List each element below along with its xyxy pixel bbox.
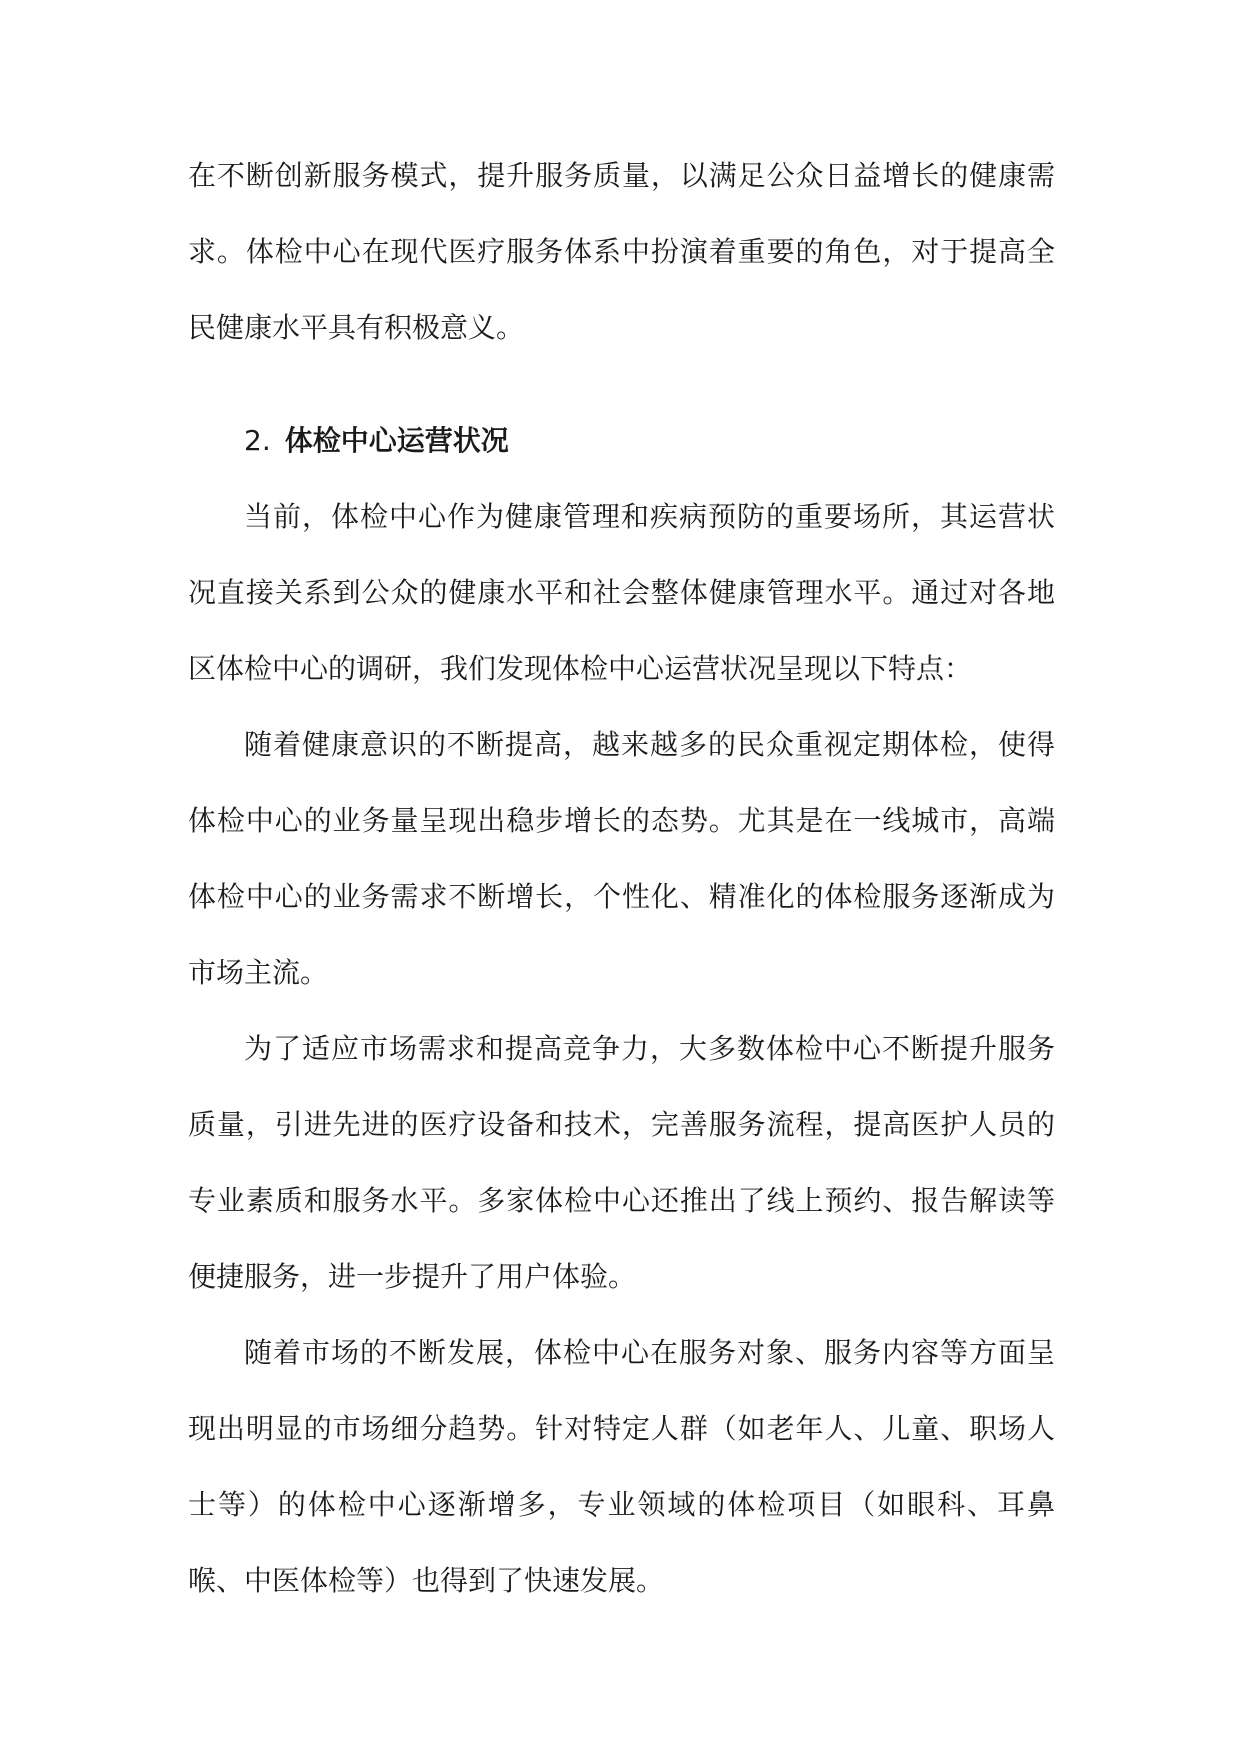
body-paragraph-2: 随着健康意识的不断提高，越来越多的民众重视定期体检，使得体检中心的业务量呈现出稳步增长的态势。尤其是在一线城市，高端体检中心的业务需求不断增长，个性化、精准化的体检服务逐渐成为市场主流。	[188, 728, 1055, 989]
section-number: 2.	[244, 424, 271, 457]
section-title: 体检中心运营状况	[284, 424, 509, 457]
body-paragraph-1: 当前，体检中心作为健康管理和疾病预防的重要场所，其运营状况直接关系到公众的健康水平和社会整体健康管理水平。通过对各地区体检中心的调研，我们发现体检中心运营状况呈现以下特点：	[188, 500, 1055, 685]
section-heading	[188, 403, 1055, 479]
continuation-paragraph: 在不断创新服务模式，提升服务质量，以满足公众日益增长的健康需求。体检中心在现代医疗服务体系中扮演着重要的角色，对于提高全民健康水平具有积极意义。	[188, 159, 1055, 344]
body-paragraph-4: 随着市场的不断发展，体检中心在服务对象、服务内容等方面呈现出明显的市场细分趋势。针对特定人群（如老年人、儿童、职场人士等）的体检中心逐渐增多，专业领域的体检项目（如眼科、耳鼻喉、中医体检等）也得到了快速发展。	[188, 1336, 1055, 1597]
document-body	[188, 138, 1055, 1619]
body-paragraph-3: 为了适应市场需求和提高竞争力，大多数体检中心不断提升服务质量，引进先进的医疗设备和技术，完善服务流程，提高医护人员的专业素质和服务水平。多家体检中心还推出了线上预约、报告解读等便捷服务，进一步提升了用户体验。	[188, 1032, 1055, 1293]
